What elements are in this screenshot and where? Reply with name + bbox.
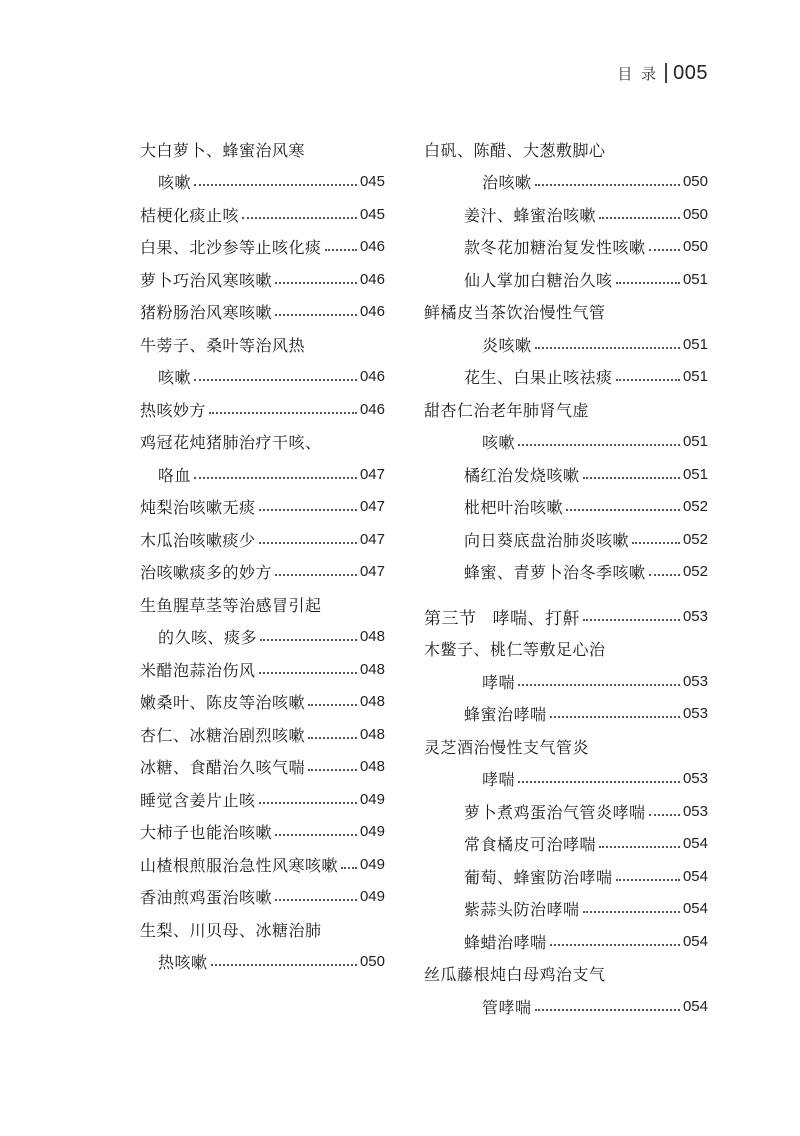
dot-leader [341,866,357,869]
toc-section-heading[interactable] [424,600,708,633]
dot-leader [535,346,680,349]
toc-entry[interactable] [140,751,385,784]
toc-page-number: 049 [359,823,385,841]
toc-page-number: 048 [359,725,385,743]
dot-leader [260,638,357,641]
toc-entry[interactable] [140,166,385,199]
dot-leader [518,780,680,783]
toc-page-number: 048 [359,758,385,776]
toc-entry-title: 葡萄、蜂蜜防治哮喘 [464,867,613,887]
toc-entry-title: 丝瓜藤根炖白母鸡治支气 [424,965,606,985]
toc-entry[interactable] [140,426,385,459]
dot-leader [209,411,357,414]
toc-entry-title: 咳嗽 [158,368,192,388]
toc-entry[interactable] [140,523,385,556]
dot-leader [275,281,357,284]
toc-page-number: 046 [359,368,385,386]
toc-entry-title: 山楂根煎服治急性风寒咳嗽 [140,855,339,875]
toc-page-number: 051 [682,465,708,483]
dot-leader [550,943,680,946]
toc-entry[interactable] [140,848,385,881]
toc-entry[interactable] [424,730,708,763]
toc-entry-title: 热咳嗽 [158,953,208,973]
toc-entry[interactable] [140,653,385,686]
toc-entry[interactable] [140,783,385,816]
dot-leader [535,1008,680,1011]
dot-leader [566,508,680,511]
toc-entry-title: 治咳嗽痰多的妙方 [140,563,273,583]
toc-left-column [140,133,385,978]
toc-entry-title: 蜂蜜、青萝卜治冬季咳嗽 [464,563,646,583]
toc-entry[interactable] [140,621,385,654]
toc-entry[interactable] [140,231,385,264]
dot-leader [325,248,357,251]
toc-entry-title: 姜汁、蜂蜜治咳嗽 [464,205,597,225]
header-title: 目 录 [617,64,659,83]
toc-entry-title: 甜杏仁治老年肺肾气虚 [424,400,590,420]
toc-entry-title: 白果、北沙参等止咳化痰 [140,238,322,258]
toc-entry-title: 花生、白果止咳祛痰 [464,368,613,388]
dot-leader [649,573,680,576]
toc-page-number: 047 [359,563,385,581]
toc-right-column [424,133,708,1023]
dot-leader [550,715,680,718]
toc-entry[interactable] [140,458,385,491]
dot-leader [583,618,680,621]
toc-entry-title: 蜂蜡治哮喘 [464,932,547,952]
toc-page-number: 049 [359,855,385,873]
toc-entry-title: 咳嗽 [482,433,516,453]
toc-page-number: 046 [359,400,385,418]
toc-entry-title: 枇杷叶治咳嗽 [464,498,564,518]
toc-page-number: 052 [682,530,708,548]
toc-entry-title: 咯血 [158,465,192,485]
toc-entry-title: 的久咳、痰多 [158,628,258,648]
toc-entry-title: 蜂蜜治哮喘 [464,705,547,725]
toc-entry-title: 哮喘、打鼾 [492,608,580,629]
toc-page-number: 054 [682,867,708,885]
toc-entry-title: 米醋泡蒜治伤风 [140,660,256,680]
toc-entry-title: 向日葵底盘治肺炎咳嗽 [464,530,630,550]
toc-entry[interactable] [464,166,708,199]
dot-leader [194,476,357,479]
toc-entry-title: 猪粉肠治风寒咳嗽 [140,303,273,323]
toc-entry[interactable] [140,718,385,751]
dot-leader [259,671,357,674]
dot-leader [211,963,357,966]
toc-entry[interactable] [140,686,385,719]
toc-entry-title: 热咳妙方 [140,400,207,420]
dot-leader [259,541,357,544]
toc-page-number: 050 [682,238,708,256]
toc-page-number: 045 [359,205,385,223]
toc-page-number: 053 [682,607,708,625]
toc-entry[interactable] [140,263,385,296]
toc-entry-title: 咳嗽 [158,173,192,193]
toc-entry-title: 睡觉含姜片止咳 [140,790,256,810]
toc-entry-title: 炖梨治咳嗽无痰 [140,498,256,518]
toc-page-number: 053 [682,770,708,788]
toc-entry[interactable] [464,698,708,731]
toc-page-number: 050 [682,173,708,191]
page-header [617,58,708,88]
dot-leader [308,703,357,706]
toc-entry[interactable] [140,946,385,979]
dot-leader [308,768,357,771]
toc-entry[interactable] [424,633,708,666]
toc-page-number: 050 [359,953,385,971]
toc-entry-title: 常食橘皮可治哮喘 [464,835,597,855]
toc-entry[interactable] [464,665,708,698]
toc-entry-title: 橘红治发烧咳嗽 [464,465,580,485]
toc-entry[interactable] [140,556,385,589]
toc-page-number: 050 [682,205,708,223]
toc-entry[interactable] [140,393,385,426]
toc-entry-title: 萝卜巧治风寒咳嗽 [140,270,273,290]
toc-page-number: 052 [682,498,708,516]
dot-leader [632,541,680,544]
toc-page-number: 054 [682,997,708,1015]
toc-page-number: 053 [682,672,708,690]
dot-leader [275,833,357,836]
toc-entry[interactable] [464,231,708,264]
toc-entry-title: 哮喘 [482,672,516,692]
toc-entry-title: 大白萝卜、蜂蜜治风寒 [140,140,306,160]
toc-page-number: 053 [682,802,708,820]
dot-leader [518,443,680,446]
toc-entry[interactable] [464,198,708,231]
toc-entry-title: 管哮喘 [482,997,532,1017]
toc-page-number: 045 [359,173,385,191]
dot-leader [242,216,357,219]
toc-entry[interactable] [464,361,708,394]
toc-entry-title: 炎咳嗽 [482,335,532,355]
toc-entry[interactable] [140,296,385,329]
toc-entry-title: 牛蒡子、桑叶等治风热 [140,335,306,355]
toc-entry[interactable] [464,990,708,1023]
dot-leader [275,573,357,576]
toc-page-number: 051 [682,368,708,386]
toc-entry[interactable] [140,198,385,231]
toc-entry[interactable] [140,913,385,946]
toc-page-number: 054 [682,932,708,950]
toc-page-number: 047 [359,465,385,483]
toc-entry[interactable] [464,925,708,958]
toc-entry-title: 紫蒜头防治哮喘 [464,900,580,920]
toc-entry[interactable] [464,263,708,296]
dot-leader [649,248,680,251]
toc-entry-title: 生梨、川贝母、冰糖治肺 [140,920,322,940]
toc-entry-title: 冰糖、食醋治久咳气喘 [140,758,306,778]
header-page-number: 005 [673,61,708,84]
dot-leader [649,813,680,816]
toc-entry[interactable] [424,393,708,426]
toc-entry[interactable] [424,296,708,329]
toc-entry-title: 香油煎鸡蛋治咳嗽 [140,888,273,908]
toc-page-number: 051 [682,335,708,353]
toc-entry-title: 木瓜治咳嗽痰少 [140,530,256,550]
dot-leader [616,281,680,284]
toc-entry[interactable] [464,893,708,926]
toc-page-number: 047 [359,498,385,516]
dot-leader [194,183,357,186]
toc-entry-title: 鸡冠花炖猪肺治疗干咳、 [140,433,322,453]
toc-entry-title: 款冬花加糖治复发性咳嗽 [464,238,646,258]
dot-leader [616,878,680,881]
toc-entry[interactable] [140,328,385,361]
toc-page-number: 048 [359,628,385,646]
toc-entry-title: 鲜橘皮当茶饮治慢性气管 [424,303,606,323]
header-divider [665,63,667,83]
toc-entry-title: 大柿子也能治咳嗽 [140,823,273,843]
toc-entry[interactable] [464,795,708,828]
toc-entry-title: 白矾、陈醋、大葱敷脚心 [424,140,606,160]
dot-leader [583,910,680,913]
dot-leader [194,378,357,381]
toc-entry[interactable] [140,491,385,524]
toc-page-number: 048 [359,693,385,711]
section-number: 第三节 [424,608,477,629]
dot-leader [518,683,680,686]
toc-page-number: 049 [359,888,385,906]
toc-entry-title: 仙人掌加白糖治久咳 [464,270,613,290]
toc-page-number: 047 [359,530,385,548]
toc-entry-title: 木鳖子、桃仁等敷足心治 [424,640,606,660]
dot-leader [616,378,680,381]
toc-entry[interactable] [464,763,708,796]
toc-entry-title: 治咳嗽 [482,173,532,193]
toc-entry[interactable] [140,361,385,394]
toc-entry[interactable] [464,556,708,589]
toc-entry-title: 生鱼腥草茎等治感冒引起 [140,595,322,615]
toc-entry[interactable] [424,133,708,166]
toc-page-number: 051 [682,270,708,288]
toc-entry[interactable] [464,860,708,893]
toc-entry[interactable] [140,816,385,849]
toc-entry[interactable] [464,328,708,361]
toc-entry[interactable] [424,958,708,991]
toc-page-number: 046 [359,238,385,256]
dot-leader [535,183,680,186]
dot-leader [583,476,680,479]
toc-entry-title: 杏仁、冰糖治剧烈咳嗽 [140,725,306,745]
toc-entry[interactable] [464,828,708,861]
dot-leader [599,216,680,219]
toc-page-number: 054 [682,900,708,918]
toc-page-number: 048 [359,660,385,678]
toc-page-number: 049 [359,790,385,808]
dot-leader [275,313,357,316]
toc-entry[interactable] [464,458,708,491]
toc-entry[interactable] [464,523,708,556]
toc-entry-title: 桔梗化痰止咳 [140,205,240,225]
toc-entry-title: 萝卜煮鸡蛋治气管炎哮喘 [464,802,646,822]
toc-page-number: 046 [359,303,385,321]
toc-entry[interactable] [140,881,385,914]
toc-entry[interactable] [140,588,385,621]
dot-leader [599,845,680,848]
toc-entry[interactable] [464,426,708,459]
toc-entry[interactable] [464,491,708,524]
dot-leader [275,898,357,901]
dot-leader [308,736,357,739]
toc-page-number: 046 [359,270,385,288]
toc-page-number: 054 [682,835,708,853]
toc-page-number: 053 [682,705,708,723]
toc-entry-title: 嫩桑叶、陈皮等治咳嗽 [140,693,306,713]
dot-leader [259,508,357,511]
toc-page-number: 051 [682,433,708,451]
toc-entry[interactable] [140,133,385,166]
toc-entry-title: 哮喘 [482,770,516,790]
toc-entry-title: 灵芝酒治慢性支气管炎 [424,737,590,757]
toc-page-number: 052 [682,563,708,581]
dot-leader [259,801,357,804]
